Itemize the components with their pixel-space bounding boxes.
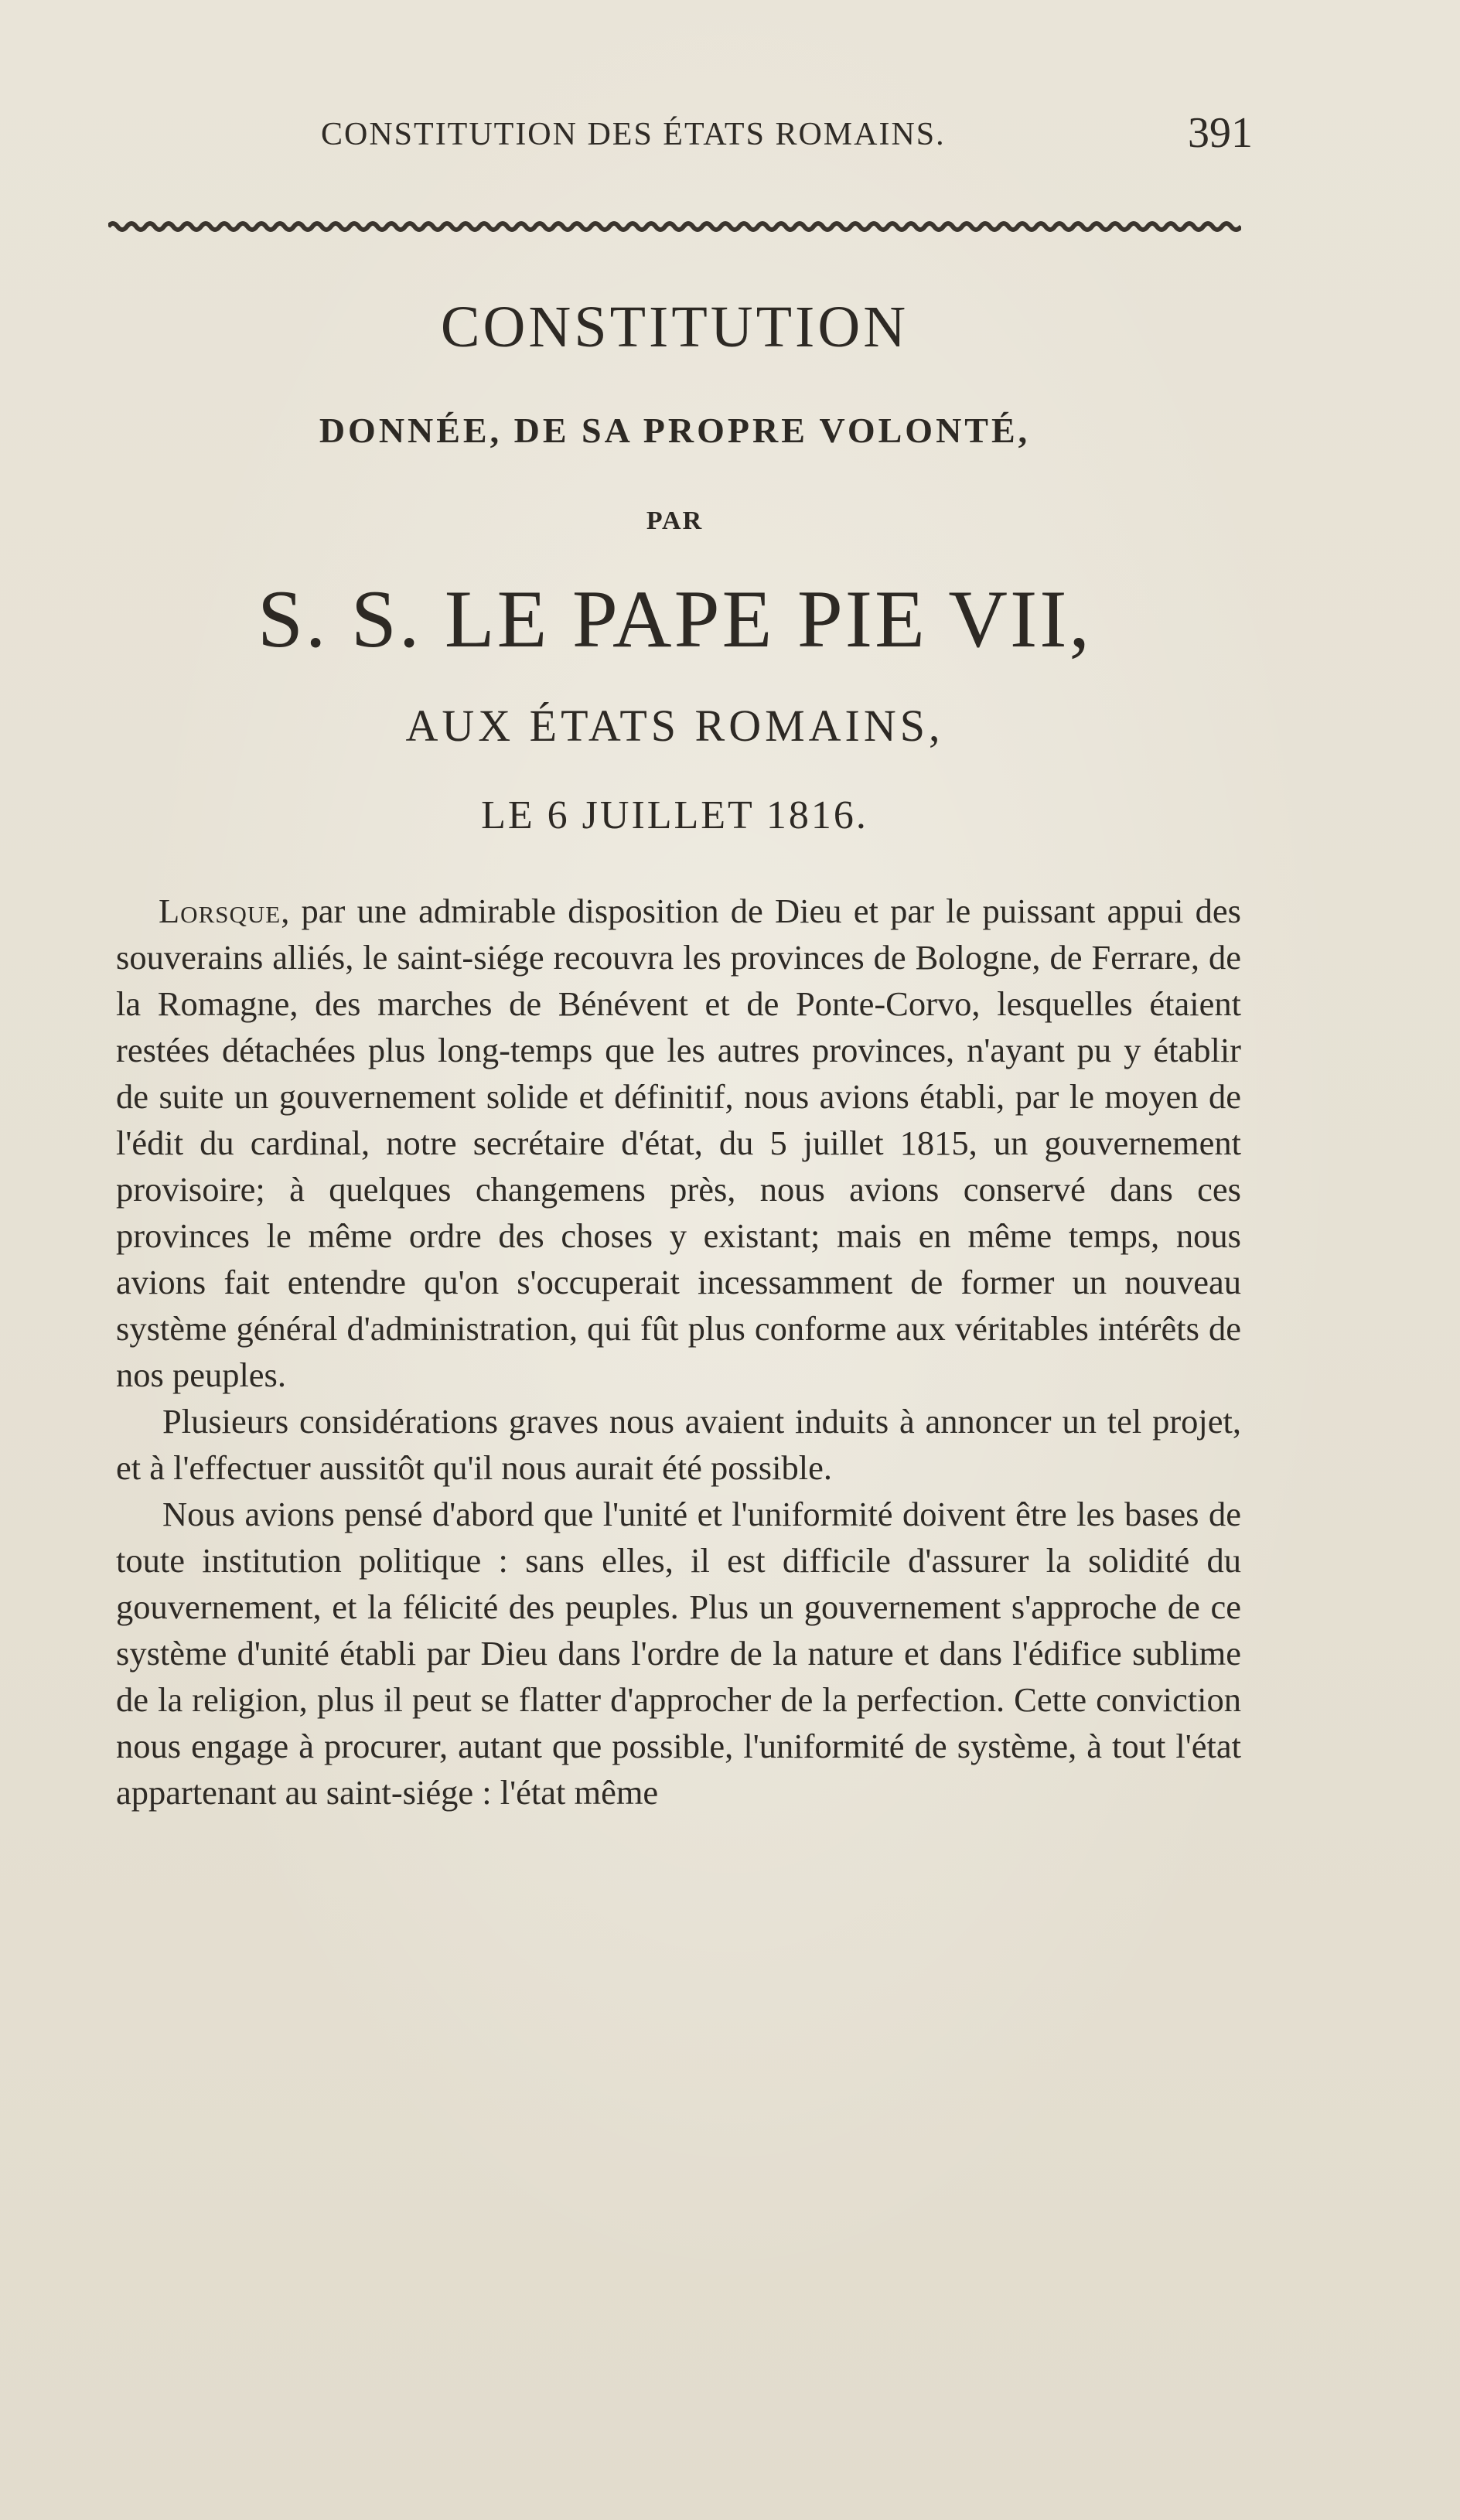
paragraph-1-text: , par une admirable disposition de Dieu et par le puissant appui des souverains alliés, le saint-siége recouvra les provinces de Bologne, de Ferrare, de la Romagne, des marches de Bénévent et de Ponte-Corvo, lesquelles étaient restées détachées plus long-temps que les autres provinces, n'ayant pu y établir de suite un gouvernement solide et définitif, nous avions établi, par le moyen de l'édit du cardinal, notre secrétaire d'état, du 5 juillet 1815, un gouvernement provisoire; à quelques changemens près, nous avions conservé dans ces provinces le même ordre des choses y existant; mais en même temps, nous avions fait entendre qu'on s'occuperait incessamment de former un nouveau système général d'administration, qui fût plus conforme aux véritables intérêts de nos peuples. — [116, 892, 1241, 1394]
lead-word: Lorsque — [159, 892, 281, 930]
paragraph-2: Plusieurs considérations graves nous avaient induits à annoncer un tel projet, et à l'effectuer aussitôt qu'il nous aurait été possible. — [116, 1402, 1241, 1487]
running-head — [108, 109, 1253, 170]
title-constitution: CONSTITUTION — [440, 295, 909, 360]
date-line: LE 6 JUILLET 1816. — [481, 793, 868, 837]
running-title: CONSTITUTION DES ÉTATS ROMAINS. — [321, 117, 946, 152]
subtitle-etats-romains: AUX ÉTATS ROMAINS, — [405, 701, 944, 751]
paragraph-1 — [116, 888, 1241, 1398]
paragraph-3: Nous avions pensé d'abord que l'unité et l'uniformité doivent être les bases de toute institution politique : sans elles, il est difficile d'assurer la solidité du gouvernement, et la félicité des peuples. Plus un gouvernement s'approche de ce système d'unité établi par Dieu dans l'ordre de la nature et dans l'édifice sublime de la religion, plus il peut se flatter d'approcher de la perfection. Cette conviction nous engage à procurer, autant que possible, l'uniformité de système, à tout l'état appartenant au saint-siége : l'état même — [116, 1495, 1241, 1812]
body-text — [116, 888, 1241, 1816]
ornamental-rule — [108, 218, 1241, 235]
subtitle-par: PAR — [646, 506, 704, 535]
title-pope: S. S. LE PAPE PIE VII, — [257, 574, 1093, 664]
subtitle-donnee: DONNÉE, DE SA PROPRE VOLONTÉ, — [319, 411, 1031, 450]
page-number: 391 — [1188, 109, 1253, 157]
